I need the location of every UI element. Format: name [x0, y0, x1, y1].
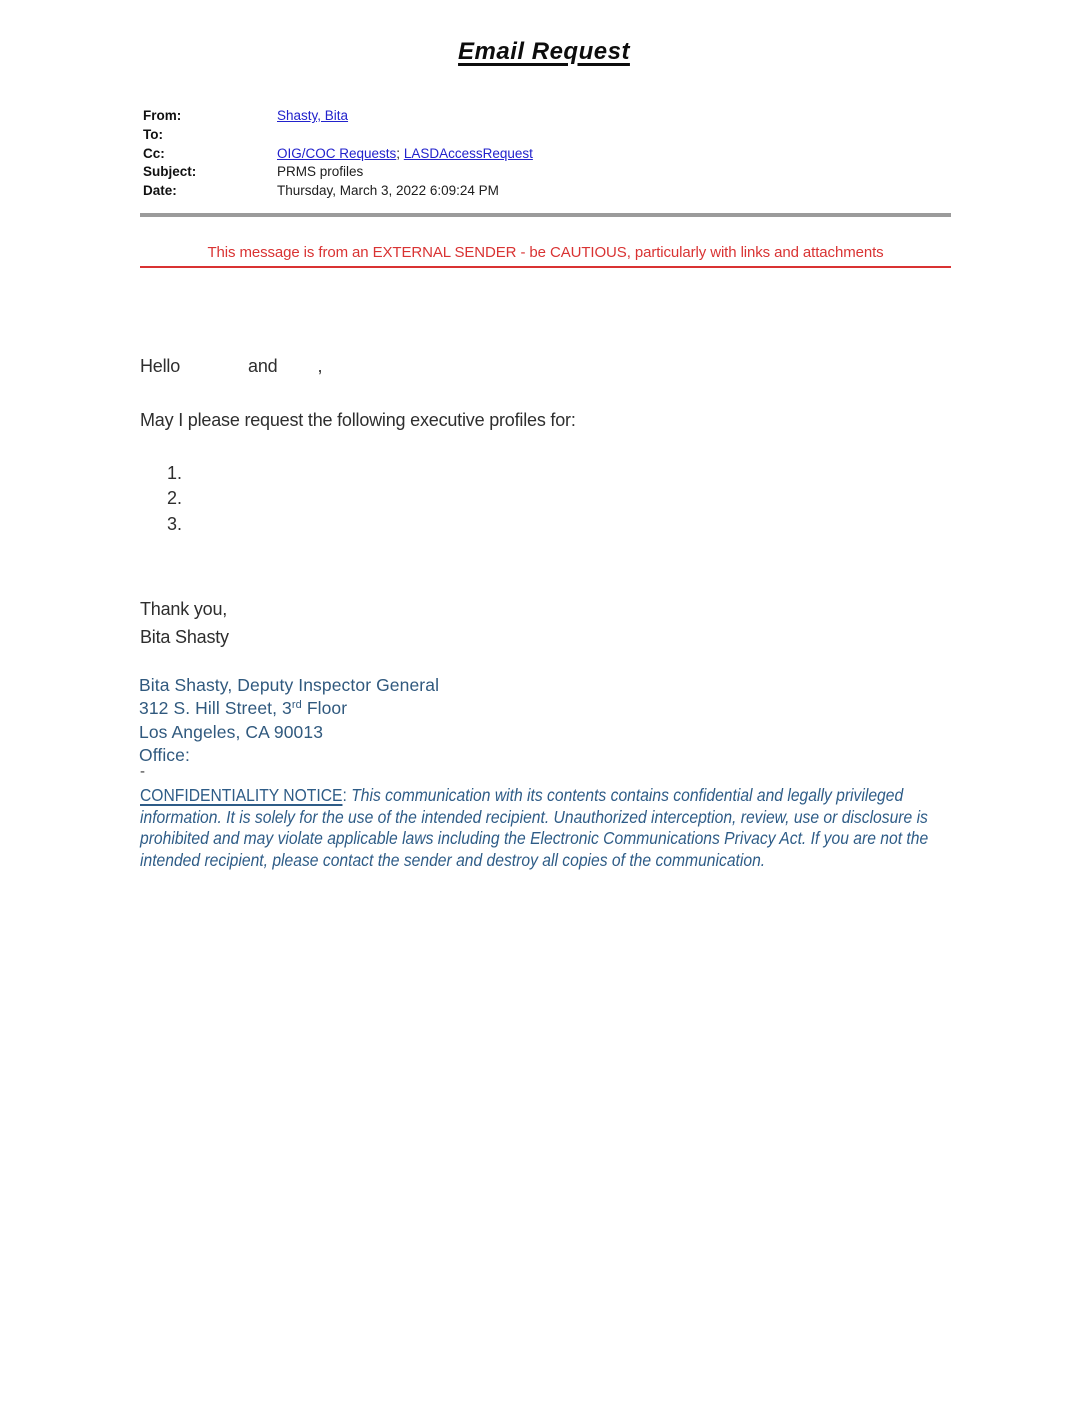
to-label: To:	[143, 126, 163, 142]
confidentiality-notice	[140, 785, 950, 872]
list-item: 3.	[167, 513, 183, 534]
list-item: 1.	[167, 463, 183, 483]
sender-name: Bita Shasty	[140, 626, 229, 647]
cc-label: Cc:	[143, 145, 165, 161]
subject-label: Subject:	[143, 164, 197, 180]
notice-colon: :	[342, 785, 347, 805]
signature-street: 312 S. Hill Street, 3rd Floor	[139, 698, 348, 719]
cc-link-lasd-access-request[interactable]: LASDAccessRequest	[403, 145, 533, 161]
date-label: Date:	[143, 183, 177, 199]
signature-name-title: Bita Shasty, Deputy Inspector General	[139, 675, 440, 695]
from-label: From:	[143, 108, 182, 123]
request-line: May I please request the following executive profiles for:	[140, 410, 576, 430]
header-divider	[140, 213, 951, 217]
confidentiality-notice-body: This communication with its contents contains confidential and legally privileged information. It is solely for the use of the intended recipient. Unauthorized interception, review, use or disclosure is prohibited and may violate applicable laws including the Electronic Communications Privacy Act. If you are not the intended recipient, please contact the sender and destroy all copies of the communication.	[140, 785, 929, 871]
greeting-hello: Hello	[140, 356, 181, 376]
from-sender-link[interactable]: Shasty, Bita	[277, 108, 349, 123]
closing-line: Thank you,	[140, 599, 228, 619]
email-header	[143, 108, 953, 202]
greeting-line	[140, 356, 322, 377]
external-sender-warning: This message is from an EXTERNAL SENDER - be CAUTIOUS, particularly with links and attachments	[140, 244, 951, 268]
header-row-from	[143, 108, 953, 127]
greeting-comma: ,	[317, 356, 323, 376]
closing-block	[140, 596, 229, 651]
cc-separator: ;	[396, 145, 404, 161]
header-row-cc	[143, 146, 953, 165]
header-row-subject	[143, 164, 953, 183]
signature-city: Los Angeles, CA 90013	[139, 721, 324, 742]
header-row-date	[143, 183, 953, 202]
confidentiality-notice-label: CONFIDENTIALITY NOTICE	[140, 785, 343, 805]
numbered-list	[167, 463, 182, 539]
cc-link-oig-coc-requests[interactable]: OIG/COC Requests	[277, 145, 397, 161]
separator-dash: -	[140, 763, 145, 780]
header-row-to	[143, 127, 953, 146]
page-title: Email Request	[458, 38, 630, 65]
signature-block	[139, 674, 439, 767]
greeting-and: and	[248, 356, 278, 376]
ordinal-superscript: rd	[291, 699, 302, 712]
subject-value: PRMS profiles	[277, 164, 364, 180]
signature-office: Office:	[139, 744, 190, 765]
date-value: Thursday, March 3, 2022 6:09:24 PM	[277, 183, 499, 199]
list-item: 2.	[167, 488, 183, 509]
